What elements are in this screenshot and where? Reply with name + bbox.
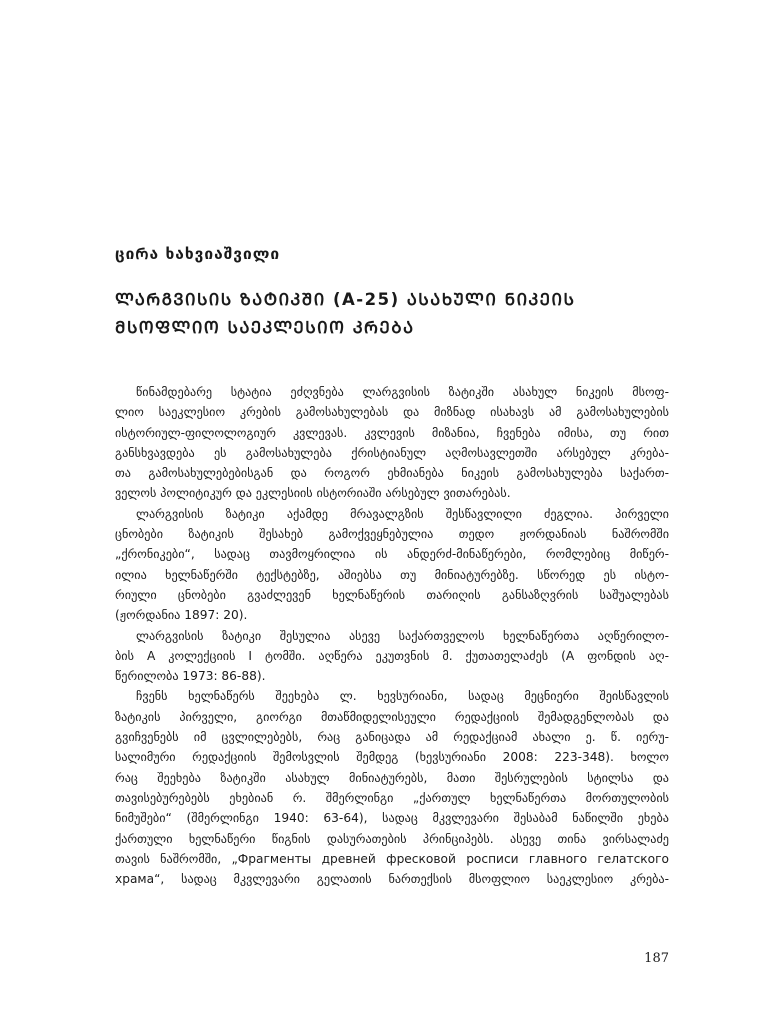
text-line: თავისებურებებს ეხებიან რ. შმერლინგი „ქართულ ხელნაწერთა მორთულობის	[115, 790, 669, 805]
text-line: (ჟორდანია 1897: 20).	[115, 608, 248, 623]
text-line: თა გამოსახულებებისგან და როგორ ეხმიანება ნიკეის გამოსახულება საქართ-	[115, 466, 669, 481]
text-line: ისტორიულ-ფილოლოგიურ კვლევას. კვლევის მიზანია, ჩვენება იმისა, თუ რით	[115, 425, 669, 440]
article-body	[115, 382, 669, 889]
text-line: თავის ნაშრომში, „Фрагменты древней фресковой росписи главного гелатского	[115, 851, 669, 866]
text-line: ილია ხელნაწერში ტექსტებზე, აშიებსა თუ მინიატურებზე. სწორედ ეს ისტო-	[115, 567, 669, 582]
text-line: ბის A კოლექციის I ტომში. აღწერა ეკუთვნის მ. ქუთათელაძეს (A ფონდის აღ-	[115, 648, 669, 663]
text-line: სალიმური რედაქციის შემოსვლის შემდეგ (ხევსურიანი 2008: 223-348). ხოლო	[115, 750, 669, 765]
text-line: განსხვავდება ეს გამოსახულება ქრისტიანულ აღმოსავლეთში არსებულ კრება-	[115, 445, 669, 460]
text-line: ლარგვისის ზატიკი აქამდე მრავალგზის შესწავლილი ძეგლია. პირველი	[136, 506, 669, 521]
text-line: რაც შეეხება ზატიკში ასახულ მინიატურებს, მათი შესრულების სტილსა და	[115, 770, 669, 785]
text-line: რიული ცნობები გვაძლევენ ხელნაწერის თარიღის განსაზღვრის საშუალებას	[115, 587, 669, 602]
text-line: წინამდებარე სტატია ეძღვნება ლარგვისის ზატიკში ასახულ ნიკეის მსოფ-	[136, 385, 669, 399]
text-line: ლიო საეკლესიო კრების გამოსახულებას და მიზნად ისახავს ამ გამოსახულების	[115, 405, 669, 420]
author-name: ციᲠა ხახვიაშვილი	[115, 245, 281, 263]
text-line: „ქრონიკები“, სადაც თავმოყრილია ის ანდერძ-მინაწერები, რომლებიც მიწერ-	[115, 547, 669, 562]
text-line: ცნობები ზატიკის შესახებ გამოქვეყნებულია თედო ჟორდანიას ნაშრომში	[115, 527, 669, 542]
page-number: 187	[644, 951, 669, 966]
text-line: ველოს პოლიტიკურ და ეკლესიის ისტორიაში არსებულ ვითარებას.	[115, 486, 511, 501]
text-line: წერილობა 1973: 86-88).	[115, 669, 266, 684]
title-line: ᲚᲐᲠᲒᲕᲘᲡᲘᲡ ᲖᲐᲢᲘᲙᲨᲘ (A-25) ᲐᲡᲐᲮᲣᲚᲘ ᲜᲘᲙᲔᲘᲡ	[115, 290, 576, 309]
text-line: ნიმუშები“ (შმერლინგი 1940: 63-64), სადაც მკვლევარი შესაბამ ნაწილში ეხება	[115, 811, 669, 826]
text-line: გვიჩვენებს იმ ცვლილებებს, რაც განიცადა ამ რედაქციამ ახალი ე. წ. იერუ-	[115, 730, 669, 745]
text-line: ზატიკის პირველი, გიორგი მთაწმიდელისეული რედაქციის შემადგენლობას და	[115, 709, 669, 724]
text-line: ლარგვისის ზატიკი შესულია ასევე საქართველოს ხელნაწერთა აღწერილო-	[136, 628, 669, 643]
text-line: храма“, სადაც მკვლევარი გელათის ნართექსის მსოფლიო საეკლესიო კრება-	[115, 872, 669, 887]
article-title	[115, 286, 675, 342]
text-line: ჩვენს ხელნაწერს შეეხება ლ. ხევსურიანი, სადაც მეცნიერი შეისწავლის	[136, 689, 669, 704]
title-line: ᲛᲡᲝᲤᲚᲘᲝ ᲡᲐᲔᲙᲚᲔᲡᲘᲝ ᲙᲠᲔᲑᲐ	[115, 318, 415, 337]
text-line: ქართული ხელნაწერი წიგნის დასურათების პრინციპებს. ასევე თინა ვირსალაძე	[115, 831, 669, 846]
